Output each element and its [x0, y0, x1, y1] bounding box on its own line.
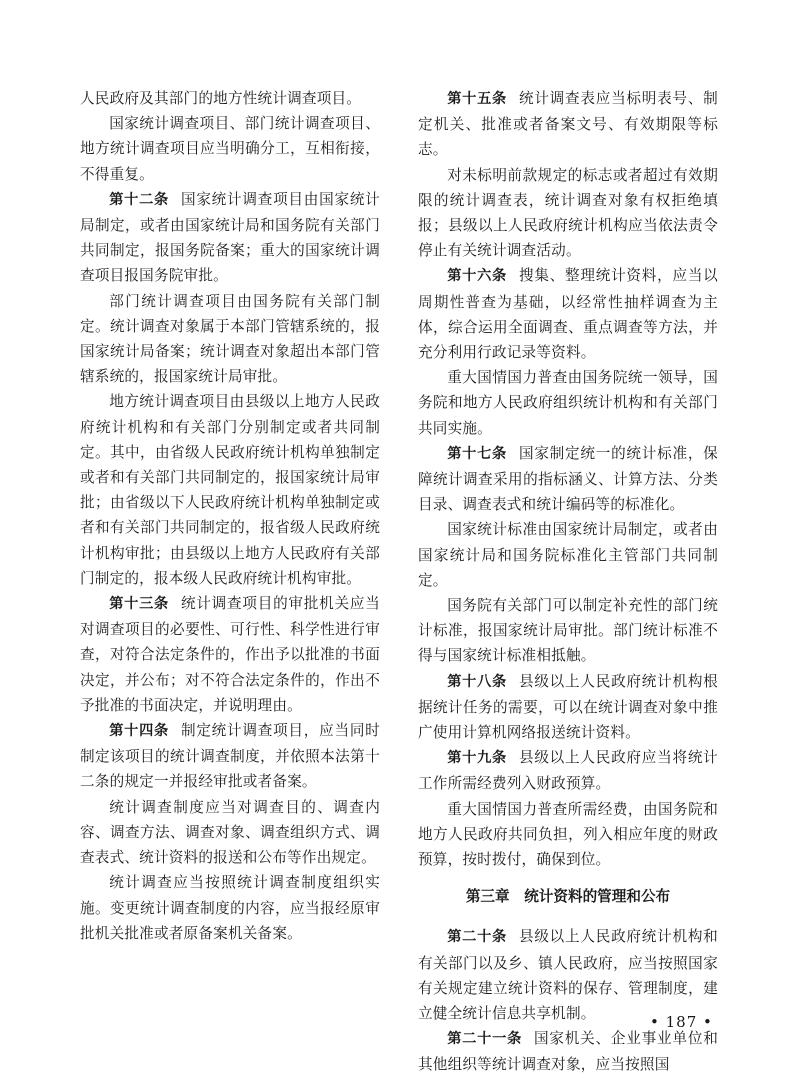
article-number: 第二十条 [447, 929, 507, 946]
article-number: 第十二条 [109, 191, 169, 208]
paragraph [418, 365, 718, 441]
page-number: • 187 • [650, 1013, 713, 1031]
paragraph [418, 163, 718, 264]
right-column-part-1 [418, 86, 718, 872]
article-paragraph [418, 1026, 718, 1077]
article-paragraph [418, 263, 718, 365]
paragraph-text: 部门统计调查项目由国务院有关部门制定。统计调查对象属于本部门管辖系统的，报国家统计局备案；统计调查对象超出本部门管辖系统的，报国家统计局审批。 [80, 292, 380, 386]
paragraph-text: 重大国情国力普查由国务院统一领导，国务院和地方人民政府组织统计机构和有关部门共同实施。 [418, 369, 718, 437]
right-column-part-2 [418, 924, 718, 1077]
paragraph-text: 对未标明前款规定的标志或者超过有效期限的统计调查表，统计调查对象有权拒绝填报；县级以上人民政府统计机构应当依法责令停止有关统计调查活动。 [418, 166, 718, 260]
article-paragraph [418, 745, 718, 796]
paragraph [418, 593, 718, 669]
paragraph-text: 县级以上人民政府应当将统计工作所需经费列入财政预算。 [418, 749, 718, 793]
paragraph-text: 县级以上人民政府统计机构和有关部门以及乡、镇人民政府，应当按照国家有关规定建立统计资料的保存、管理制度，建立健全统计信息共享机制。 [418, 928, 718, 1022]
paragraph [80, 795, 380, 871]
article-number: 第十三条 [109, 596, 169, 613]
paragraph-text: 国家机关、企业事业单位和其他组织等统计调查对象，应当按照国 [418, 1030, 718, 1074]
paragraph-text: 统计调查表应当标明表号、制定机关、批准或者备案文号、有效期限等标志。 [418, 90, 718, 159]
paragraph [80, 289, 380, 390]
paragraph [418, 797, 718, 873]
article-number: 第十七条 [447, 445, 507, 462]
left-column [80, 86, 380, 946]
paragraph-text: 国家统计标准由国家统计局制定，或者由国家统计局和国务院标准化主管部门共同制定。 [418, 521, 718, 589]
article-paragraph [418, 669, 718, 746]
article-paragraph [418, 924, 718, 1026]
article-paragraph [80, 591, 380, 718]
right-column [418, 86, 718, 1078]
paragraph-text: 制定统计调查项目，应当同时制定该项目的统计调查制度，并依照本法第十二条的规定一并报经审批或者备案。 [80, 722, 380, 791]
article-paragraph [80, 718, 380, 795]
article-paragraph [418, 441, 718, 518]
paragraph-text: 国家制定统一的统计标准，保障统计调查采用的指标涵义、计算方法、分类目录、调查表式和统计编码等的标准化。 [418, 444, 718, 514]
article-number: 第二十一条 [447, 1031, 523, 1048]
article-number: 第十五条 [447, 91, 507, 107]
paragraph-text: 统计调查项目的审批机关应当对调查项目的必要性、可行性、科学性进行审查，对符合法定条件的，作出予以批准的书面决定，并公布；对不符合法定条件的，作出不予批准的书面决定，并说明理由。 [80, 595, 380, 714]
paragraph-text: 地方统计调查项目由县级以上地方人民政府统计机构和有关部门分别制定或者共同制定。其中，由省级人民政府统计机构单独制定或者和有关部门共同制定的，报国家统计局审批；由省级以下人民政府统计机构单独制定或者和有关部门共同制定的，报省级人民政府统计机构审批；由县级以上地方人民政府有关部门制定的，报本级人民政府统计机构审批。 [80, 393, 380, 587]
paragraph [80, 870, 380, 946]
paragraph-text: 国家统计调查项目、部门统计调查项目、地方统计调查项目应当明确分工，互相衔接，不得重复。 [80, 115, 380, 183]
paragraph [80, 389, 380, 591]
paragraph-text: 县级以上人民政府统计机构根据统计任务的需要，可以在统计调查对象中推广使用计算机网络报送统计资料。 [418, 672, 718, 742]
article-number: 第十九条 [447, 750, 507, 767]
paragraph-text: 国务院有关部门可以制定补充性的部门统计标准，报国家统计局审批。部门统计标准不得与国家统计标准相抵触。 [418, 597, 718, 665]
paragraph-text: 搜集、整理统计资料，应当以周期性普查为基础，以经常性抽样调查为主体，综合运用全面调查、重点调查等方法，并充分利用行政记录等资料。 [418, 267, 718, 362]
paragraph-text: 统计调查制度应当对调查目的、调查内容、调查方法、调查对象、调查组织方式、调查表式、统计资料的报送和公布等作出规定。 [80, 798, 380, 867]
paragraph [80, 86, 380, 111]
article-number: 第十四条 [109, 723, 169, 740]
paragraph-text: 统计调查应当按照统计调查制度组织实施。变更统计调查制度的内容，应当报经原审批机关批准或者原备案机关备案。 [80, 874, 380, 942]
paragraph [418, 517, 718, 593]
paragraph-text: 人民政府及其部门的地方性统计调查项目。 [80, 90, 362, 107]
chapter-heading: 第三章 统计资料的管理和公布 [465, 888, 671, 906]
paragraph [80, 111, 380, 187]
article-number: 第十六条 [447, 268, 507, 285]
article-paragraph [418, 86, 718, 163]
article-paragraph [80, 187, 380, 289]
article-number: 第十八条 [447, 673, 507, 690]
paragraph-text: 国家统计调查项目由国家统计局制定，或者由国家统计局和国务院有关部门共同制定，报国务院备案；重大的国家统计调查项目报国务院审批。 [80, 190, 380, 285]
paragraph-text: 重大国情国力普查所需经费，由国务院和地方人民政府共同负担，列入相应年度的财政预算，按时拨付，确保到位。 [418, 800, 718, 869]
